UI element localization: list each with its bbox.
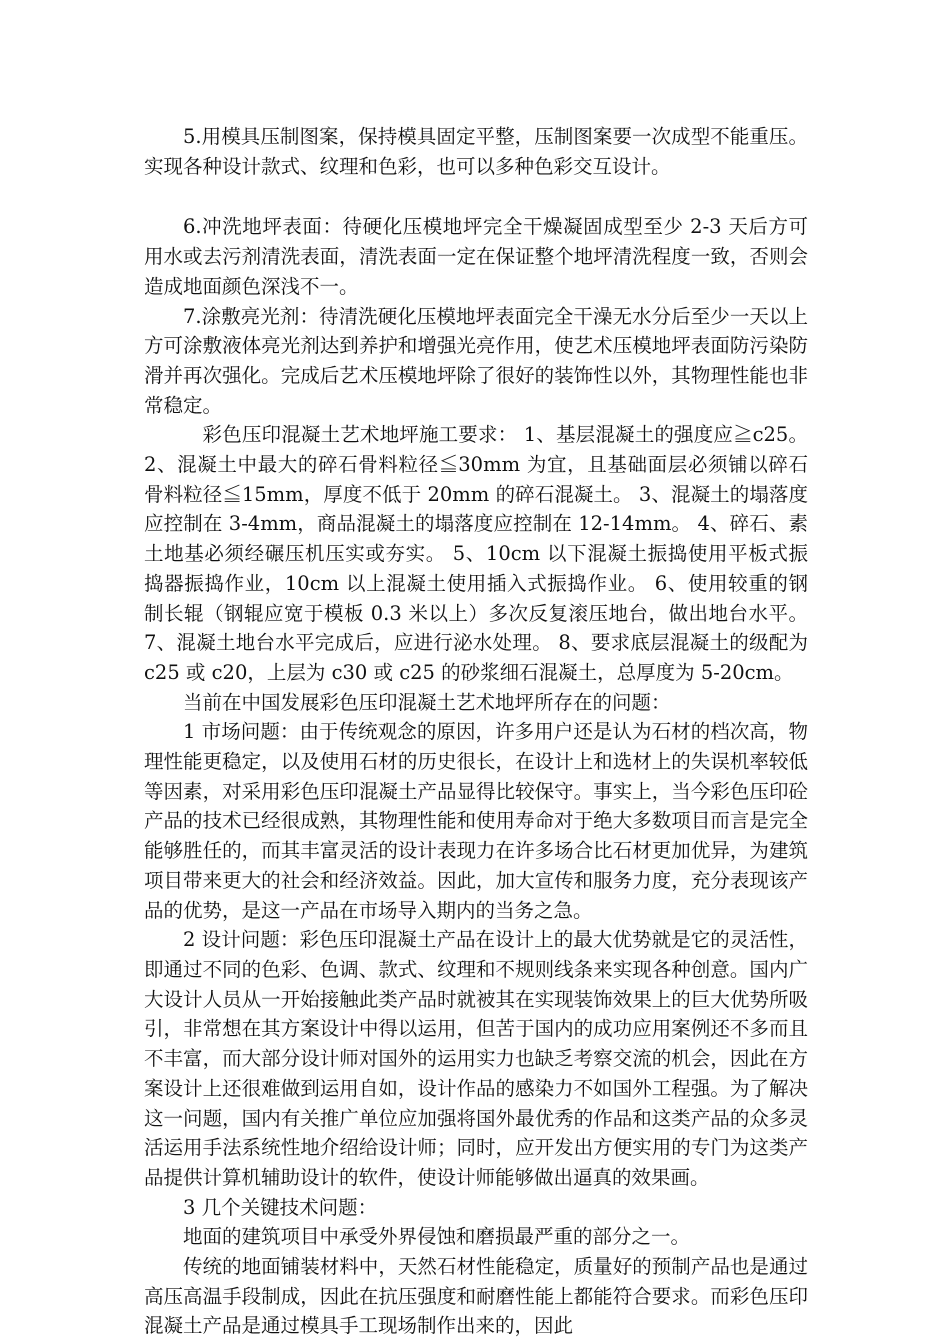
paragraph-step-6: 6.冲洗地坪表面：待硬化压模地坪完全干燥凝固成型至少 2-3 天后方可用水或去污剂清洗表面，清洗表面一定在保证整个地坪清洗程度一致，否则会造成地面颜色深浅不一。 xyxy=(144,215,808,298)
paragraph-traditional-materials: 传统的地面铺装材料中，天然石材性能稳定，质量好的预制产品也是通过高压高温手段制成，因此在抗压强度和耐磨性能上都能符合要求。而彩色压印混凝土产品是通过模具手工现场制作出来的，因此 xyxy=(144,1255,808,1338)
paragraph-ground-erosion: 地面的建筑项目中承受外界侵蚀和磨损最严重的部分之一。 xyxy=(183,1225,691,1249)
paragraph-step-7: 7.涂敷亮光剂：待清洗硬化压模地坪表面完全干澡无水分后至少一天以上方可涂敷液体亮光剂达到养护和增强光亮作用，使艺术压模地坪表面防污染防滑并再次强化。完成后艺术压模地坪除了很好的装饰性以外，其物理性能也非常稳定。 xyxy=(144,304,808,417)
paragraph-design-problem: 2 设计问题：彩色压印混凝土产品在设计上的最大优势就是它的灵活性，即通过不同的色彩、色调、款式、纹理和不规则线条来实现各种创意。国内广大设计人员从一开始接触此类产品时就被其在实现装饰效果上的巨大优势所吸引，非常想在其方案设计中得以运用，但苦于国内的成功应用案例还不多而且不丰富，而大部分设计师对国外的运用实力也缺乏考察交流的机会，因此在方案设计上还很难做到运用自如，设计作品的感染力不如国外工程强。为了解决这一问题，国内有关推广单位应加强将国外最优秀的作品和这类产品的众多灵活运用手法系统性地介绍给设计师；同时，应开发出方便实用的专门为这类产品提供计算机辅助设计的软件，使设计师能够做出逼真的效果画。 xyxy=(144,928,808,1189)
document-page xyxy=(144,122,808,1341)
paragraph-market-problem: 1 市场问题：由于传统观念的原因，许多用户还是认为石材的档次高，物理性能更稳定，以及使用石材的历史很长，在设计上和选材上的失误机率较低等因素，对采用彩色压印混凝土产品显得比较保守。事实上，当今彩色压印砼产品的技术已经很成熟，其物理性能和使用寿命对于绝大多数项目而言是完全能够胜任的，而其丰富灵活的设计表现力在许多场合比石材更加优异，为建筑项目带来更大的社会和经济效益。因此，加大宣传和服务力度，充分表现该产品的优势，是这一产品在市场导入期内的当务之急。 xyxy=(144,720,808,922)
paragraph-problems-heading: 当前在中国发展彩色压印混凝土艺术地坪所存在的问题： xyxy=(183,690,671,714)
paragraph-step-5: 5.用模具压制图案，保持模具固定平整，压制图案要一次成型不能重压。 实现各种设计款式、纹理和色彩，也可以多种色彩交互设计。 xyxy=(144,125,808,178)
paragraph-construction-requirements: 彩色压印混凝土艺术地坪施工要求： 1、基层混凝土的强度应≧c25。 2、混凝土中最大的碎石骨料粒径≦30mm 为宜，且基础面层必须铺以碎石骨料粒径≦15mm，厚度不低于 20mm 的碎石混凝土。 3、混凝土的塌落度应控制在 3-4mm，商品混凝土的塌落度应控制在 12-14mm。 4、碎石、素土地基必须经碾压机压实或夯实。 5、10cm 以下混凝土振捣使用平板式振捣器振捣作业，10cm 以上混凝土使用插入式振捣作业。 6、使用较重的钢制长辊（钢辊应宽于模板 0.3 米以上）多次反复滚压地台，做出地台水平。 7、混凝土地台水平完成后，应进行泌水处理。 8、要求底层混凝土的级配为 c25 或 c20，上层为 c30 或 c25 的砂浆细石混凝土，总厚度为 5-20cm。 xyxy=(144,423,808,684)
paragraph-technical-heading: 3 几个关键技术问题： xyxy=(183,1195,378,1219)
